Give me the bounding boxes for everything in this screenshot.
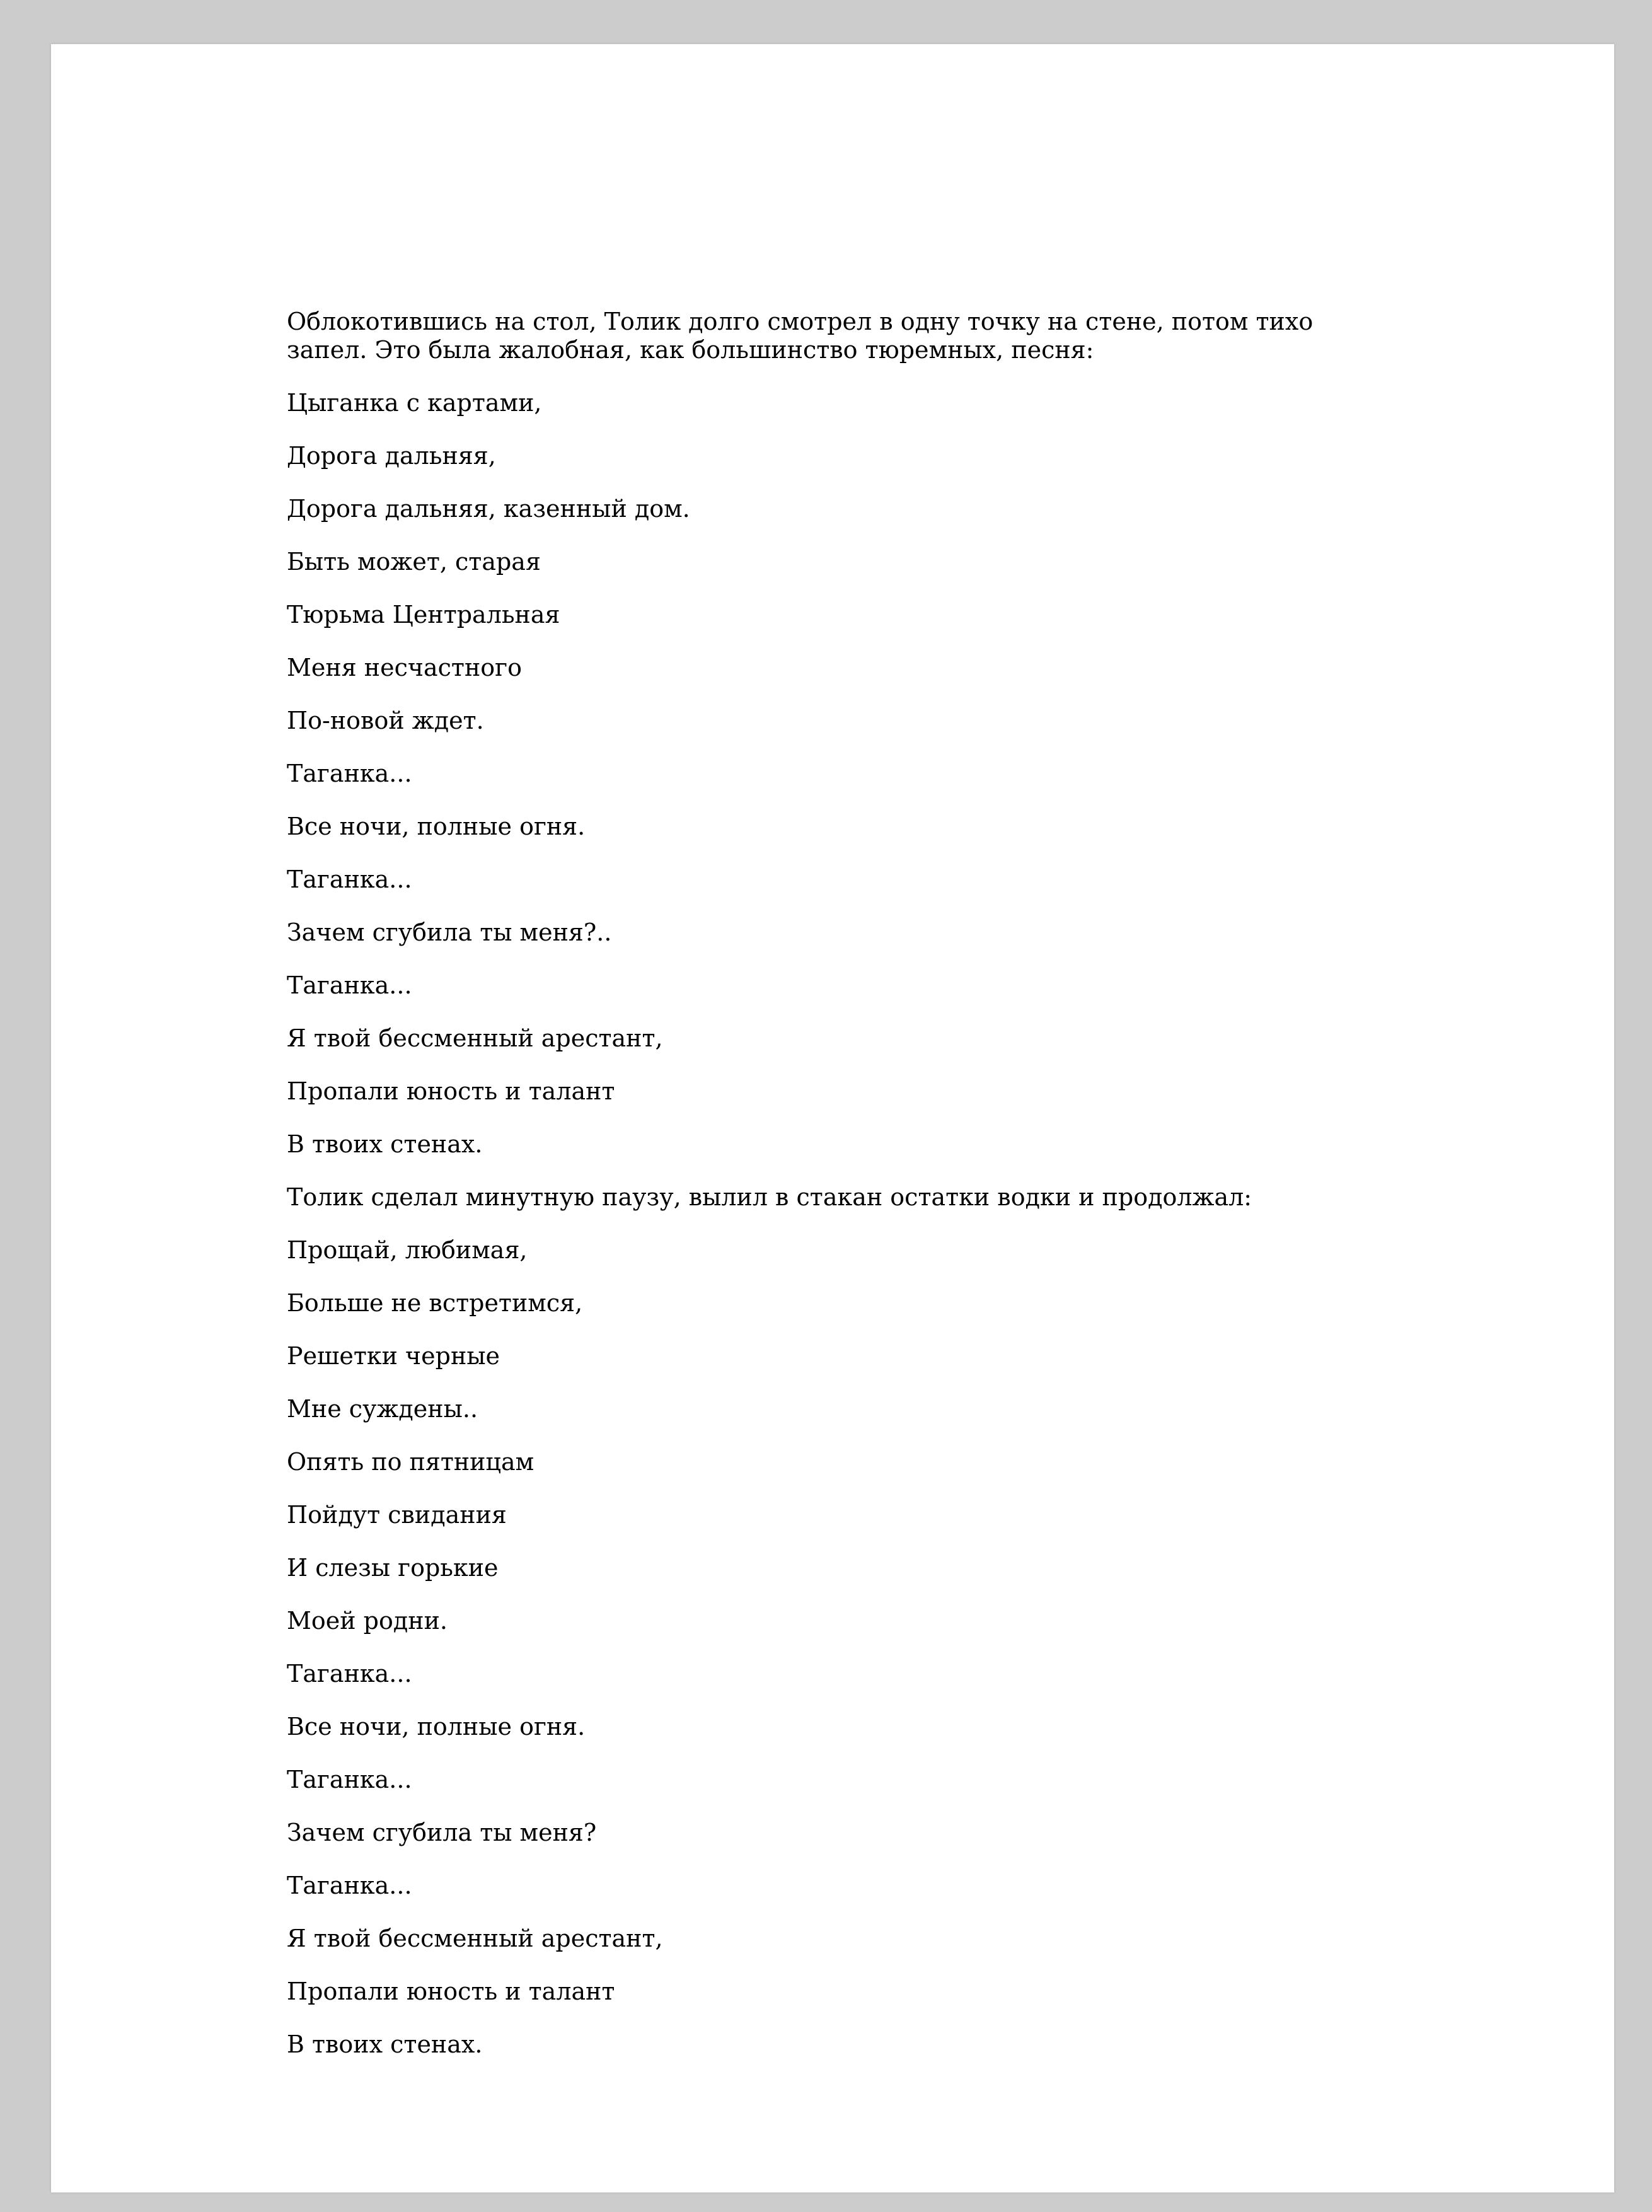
verse-line: В твоих стенах. [287,1130,483,1158]
verse-line: Дорога дальняя, казенный дом. [287,495,690,523]
verse-line: Я твой бессменный арестант, [287,1925,663,1952]
verse-line: Больше не встретимся, [287,1289,583,1317]
verse-line: Тюрьма Центральная [287,601,560,628]
verse-line: Таганка... [287,1660,412,1688]
verse-line: Пропали юность и талант [287,1977,615,2005]
verse-line: Прощай, любимая, [287,1236,528,1264]
verse-line: Зачем сгубила ты меня?.. [287,918,612,946]
verse-line: Пойдут свидания [287,1501,507,1529]
verse-line: В твоих стенах. [287,2030,483,2058]
verse-line: Зачем сгубила ты меня? [287,1819,597,1846]
verse-line: Таганка... [287,760,412,787]
verse-line: Решетки черные [287,1342,500,1370]
verse-line: По-новой ждет. [287,707,484,734]
verse-line: Опять по пятницам [287,1448,534,1476]
verse-line: Быть может, старая [287,548,541,576]
verse-line: И слезы горькие [287,1554,499,1582]
verse-line: Цыганка с картами, [287,389,542,417]
verse-line: Меня несчастного [287,654,522,681]
verse-line: Таганка... [287,1872,412,1899]
verse-line: Моей родни. [287,1607,448,1635]
paragraph: Толик сделал минутную паузу, вылил в стакан остатки водки и продолжал: [287,1183,1252,1211]
verse-line: Пропали юность и талант [287,1077,615,1105]
paragraph: Облокотившись на стол, Толик долго смотрел в одну точку на стене, потом тихо запел. Это была жалобная, как большинство тюремных, песня: [287,308,1314,364]
verse-line: Таганка... [287,1766,412,1793]
verse-line: Я твой бессменный арестант, [287,1024,663,1052]
document-text [287,308,1396,2083]
document-page [51,44,1614,2192]
verse-line: Таганка... [287,866,412,893]
verse-line: Дорога дальняя, [287,442,496,470]
verse-line: Все ночи, полные огня. [287,813,586,840]
verse-line: Все ночи, полные огня. [287,1713,586,1740]
verse-line: Мне суждены.. [287,1395,478,1423]
verse-line: Таганка... [287,971,412,999]
